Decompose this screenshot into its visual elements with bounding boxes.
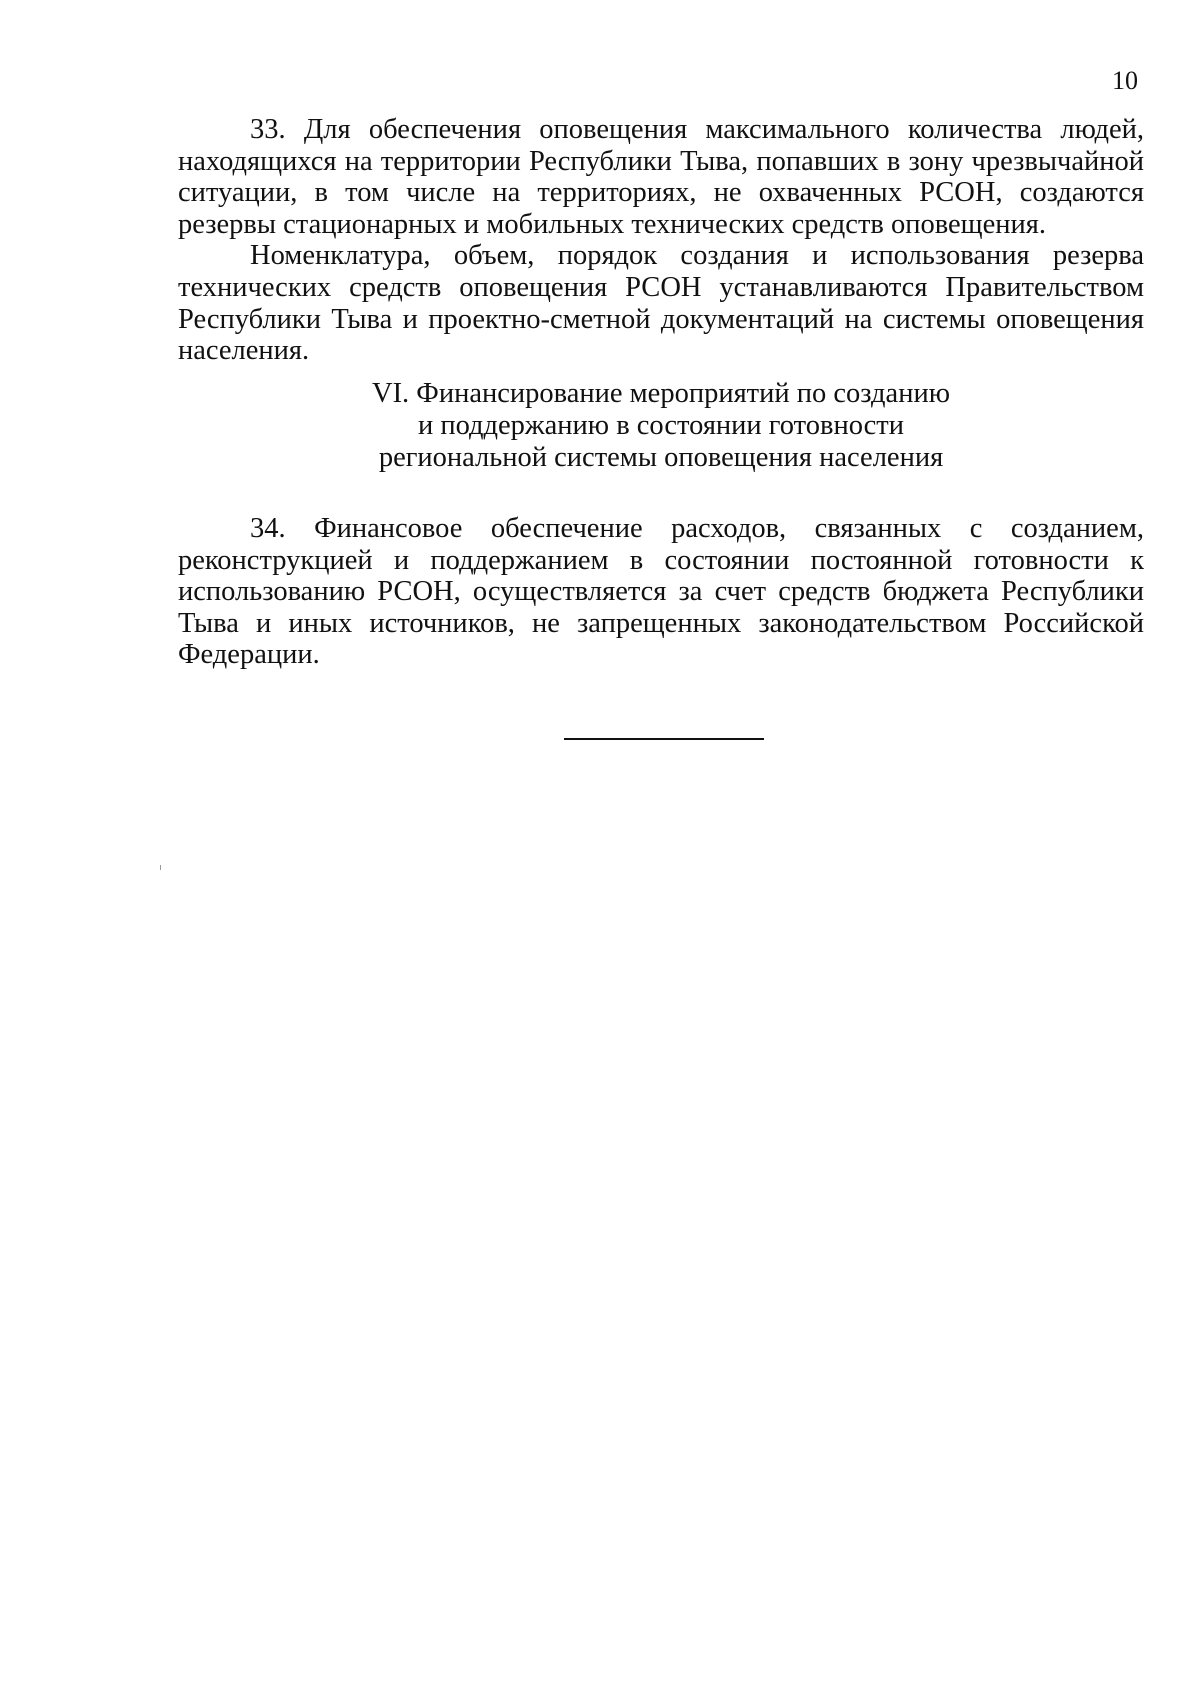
heading-line: региональной системы оповещения населения <box>378 441 944 473</box>
heading-line: VI. Финансирование мероприятий по созданию <box>371 378 950 409</box>
section-34 <box>178 513 1144 671</box>
paragraph-34: 34. Финансовое обеспечение расходов, связанных с созданием, реконструкцией и поддержанием в состоянии постоянной готовности к использованию РСОН, осуществляется за счет средств бюджета Республики Тыва и иных источников, не запрещенных законодательством Российской Федерации. <box>178 513 1144 671</box>
section-33 <box>178 114 1144 367</box>
scan-speck <box>160 865 161 870</box>
end-rule <box>564 738 764 740</box>
heading-line: и поддержанию в состоянии готовности <box>417 409 905 441</box>
paragraph-33: 33. Для обеспечения оповещения максимального количества людей, находящихся на территории Республики Тыва, попавших в зону чрезвычайной ситуации, в том числе на территориях, не охваченных РСОН, создаются резервы стационарных и мобильных технических средств оповещения. <box>178 114 1144 240</box>
section-heading-vi <box>178 378 1144 473</box>
page-number: 10 <box>1112 66 1138 95</box>
paragraph-nomenclature: Номенклатура, объем, порядок создания и использования резерва технических средств оповещения РСОН устанавливаются Правительством Республики Тыва и проектно-сметной документаций на системы оповещения населения. <box>178 240 1144 367</box>
